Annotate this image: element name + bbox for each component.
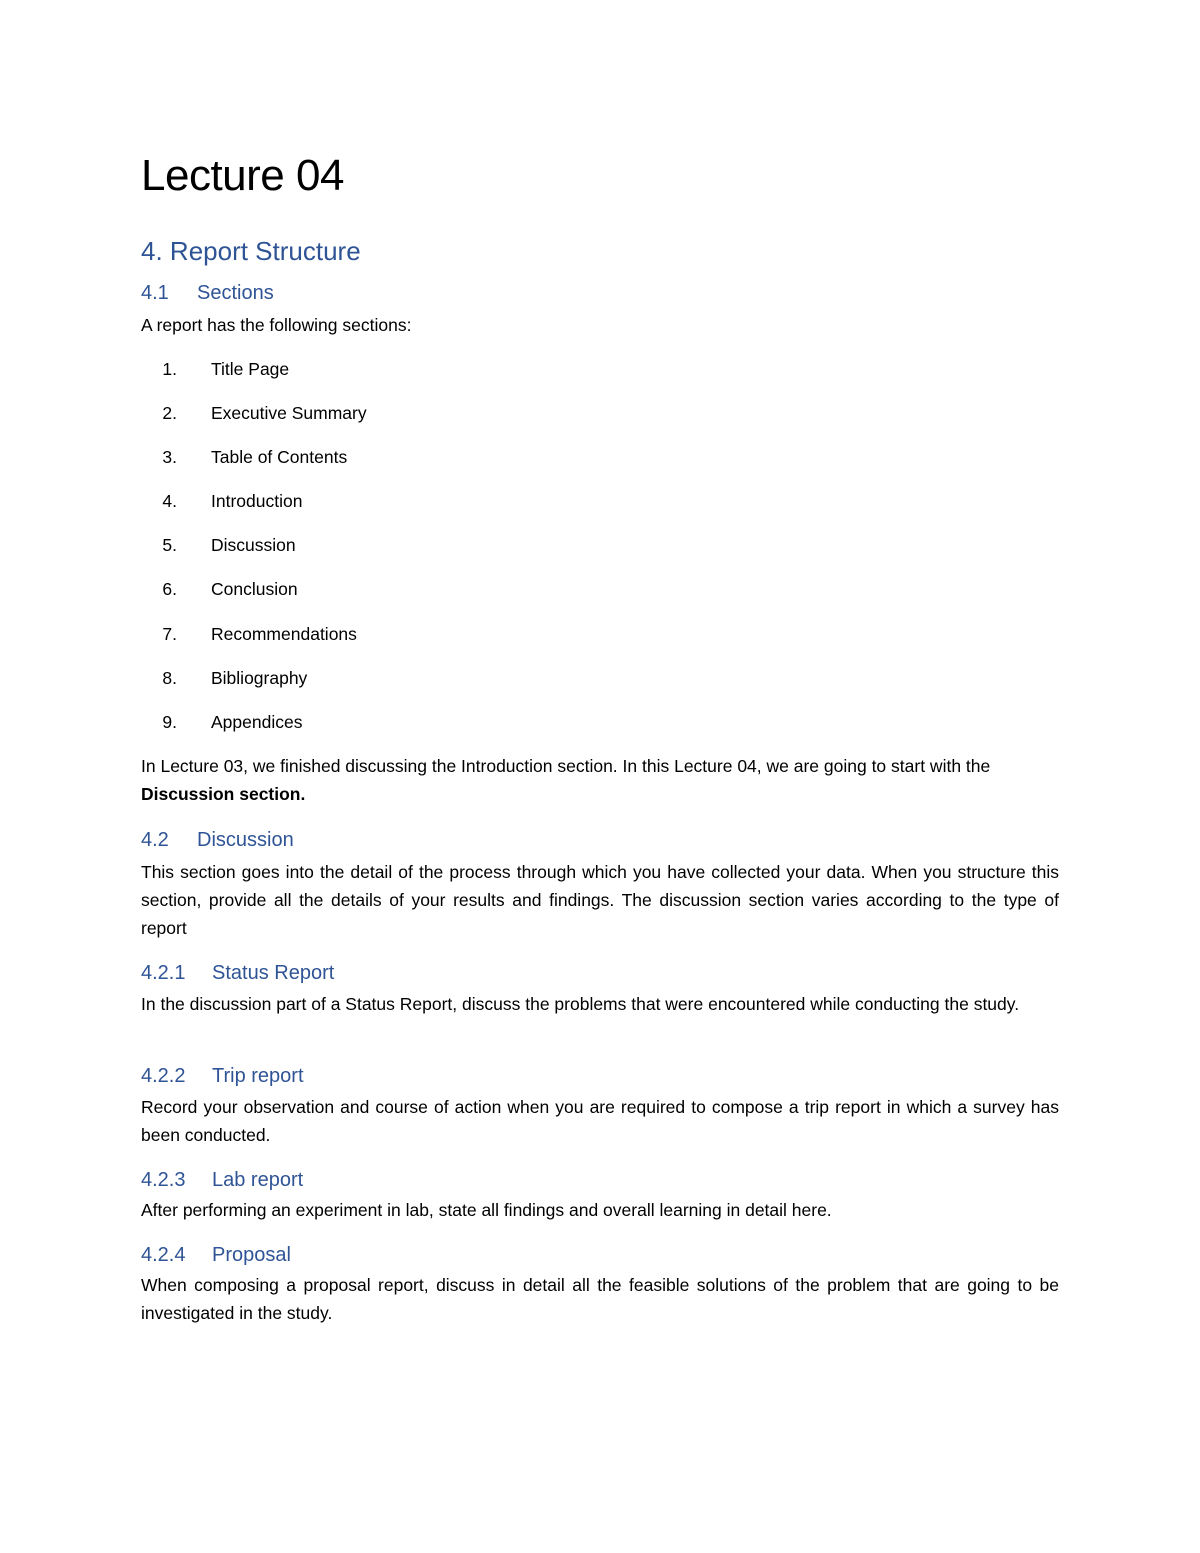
list-item-number: 2.: [162, 403, 177, 424]
list-item: [141, 487, 367, 531]
list-item-label: Title Page: [211, 359, 290, 379]
list-item: [141, 443, 367, 487]
heading-text: Lab report: [212, 1169, 304, 1191]
trip-report-paragraph: Record your observation and course of action when you are required to compose a trip report in which a survey has been conducted.: [141, 1097, 1059, 1145]
list-item-number: 3.: [162, 447, 177, 468]
heading-number: 4.2.4: [141, 1244, 186, 1266]
list-item-number: 5.: [162, 535, 177, 556]
list-item: [141, 531, 367, 575]
heading-number: 4.: [141, 236, 163, 266]
list-item: [141, 620, 367, 664]
proposal-paragraph: When composing a proposal report, discuss in detail all the feasible solutions of the problem that are going to be investigated in the study.: [141, 1275, 1059, 1323]
heading-number: 4.2: [141, 829, 169, 851]
list-item: [141, 399, 367, 443]
list-item: [141, 664, 367, 708]
lab-report-paragraph: After performing an experiment in lab, state all findings and overall learning in detail here.: [141, 1200, 832, 1220]
list-item-label: Executive Summary: [211, 403, 367, 424]
sections-intro: A report has the following sections:: [141, 315, 412, 335]
list-item-label: Appendices: [211, 711, 303, 732]
heading-number: 4.2.2: [141, 1065, 186, 1087]
heading-trip-report: [141, 1063, 304, 1089]
list-item: [141, 708, 367, 752]
list-item-number: 9.: [162, 711, 177, 732]
discussion-paragraph: This section goes into the detail of the process through which you have collected your data. When you structure this section, provide all the details of your results and findings. The discussion section varies according to the type of report: [141, 862, 1059, 938]
list-item-number: 7.: [162, 623, 177, 644]
heading-number: 4.2.3: [141, 1169, 186, 1191]
list-item-label: Discussion: [211, 535, 296, 556]
heading-text: Report Structure: [169, 236, 361, 266]
heading-number: 4.1: [141, 282, 169, 304]
heading-text: Trip report: [212, 1065, 304, 1087]
heading-discussion: [141, 827, 294, 853]
list-item-number: 4.: [162, 491, 177, 512]
list-item: [141, 575, 367, 619]
heading-text: Sections: [197, 282, 274, 304]
heading-lab-report: [141, 1167, 303, 1193]
list-item-label: Introduction: [211, 491, 303, 512]
list-item-number: 6.: [162, 579, 177, 600]
lecture-paragraph-text: In Lecture 03, we finished discussing the Introduction section. In this Lecture 04, we are going to start with the: [141, 756, 991, 776]
status-report-paragraph: In the discussion part of a Status Report, discuss the problems that were encountered while conducting the study.: [141, 994, 1020, 1014]
list-item: [141, 355, 367, 399]
list-item-label: Bibliography: [211, 667, 308, 688]
heading-report-structure: [141, 235, 361, 267]
heading-proposal: [141, 1242, 291, 1268]
list-item-label: Table of Contents: [211, 447, 348, 468]
list-item-number: 8.: [162, 667, 177, 688]
list-item-label: Conclusion: [211, 579, 298, 600]
heading-text: Status Report: [212, 962, 335, 984]
list-item-number: 1.: [162, 359, 177, 379]
heading-text: Discussion: [197, 829, 294, 851]
heading-text: Proposal: [212, 1244, 291, 1266]
lecture-paragraph-bold: Discussion section.: [141, 784, 306, 804]
heading-status-report: [141, 960, 334, 986]
document-title: Lecture 04: [141, 151, 344, 200]
sections-list: [141, 355, 367, 752]
heading-sections: [141, 280, 274, 306]
list-item-label: Recommendations: [211, 623, 357, 644]
heading-number: 4.2.1: [141, 962, 186, 984]
lecture-paragraph: [141, 752, 1059, 808]
